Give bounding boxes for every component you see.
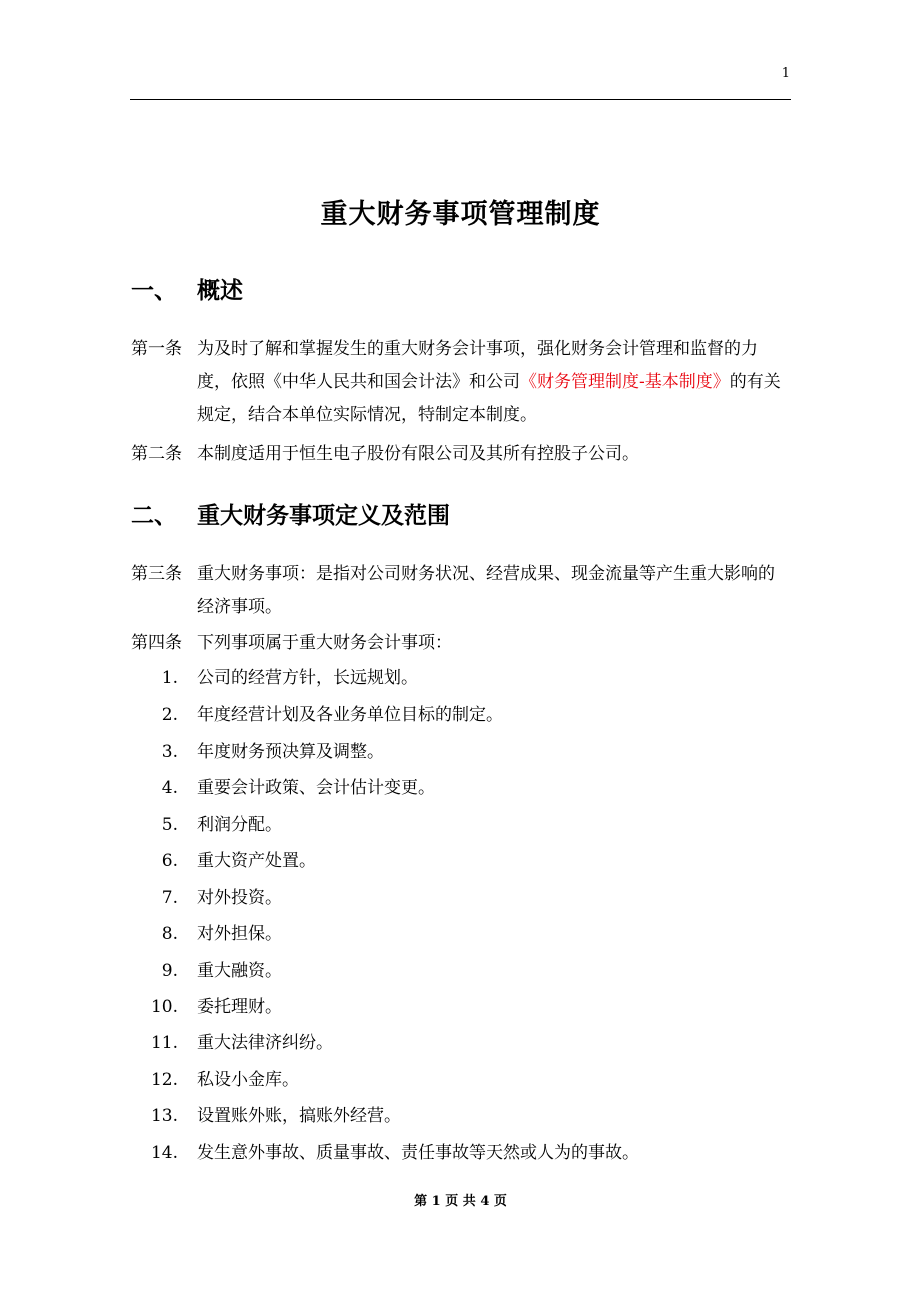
article-label: 第四条	[131, 633, 182, 653]
header-page-number: 1	[781, 66, 790, 81]
footer-page-label: 第	[414, 1194, 428, 1209]
list-item-text: 年度财务预决算及调整。	[197, 742, 384, 762]
policy-reference-link[interactable]: 《财务管理制度-基本制度》	[520, 372, 730, 392]
header-divider	[130, 99, 791, 100]
list-item-number: 14.	[150, 1143, 178, 1163]
list-item-text: 重要会计政策、会计估计变更。	[197, 778, 435, 798]
article-text: 重大财务事项：是指对公司财务状况、经营成果、现金流量等产生重大影响的经济事项。	[197, 564, 775, 617]
list-item-number: 10.	[150, 997, 178, 1017]
article-text	[197, 333, 791, 432]
list-item	[131, 1031, 791, 1055]
page-footer	[130, 1190, 791, 1209]
list-item-text: 发生意外事故、质量事故、责任事故等天然或人为的事故。	[197, 1143, 639, 1163]
list-item-number: 7.	[161, 888, 178, 908]
list-item	[131, 995, 791, 1019]
list-item	[131, 813, 791, 837]
article-text-before: 为及时了解和掌握发生的重大财务会计事项，强化财务会计管理和监督的力度，依照《中华人民共和国会计法》和公司	[197, 339, 758, 392]
list-item-text: 私设小金库。	[197, 1070, 299, 1090]
list-item	[131, 959, 791, 983]
footer-total-pages: 4	[480, 1194, 490, 1209]
footer-total-word: 页	[493, 1194, 507, 1209]
article-1	[131, 333, 791, 432]
article-text-after: 的有关规定，结合本单位实际情况，特制定本制度。	[197, 372, 781, 425]
list-item-text: 年度经营计划及各业务单位目标的制定。	[197, 705, 503, 725]
list-item-text: 重大资产处置。	[197, 851, 316, 871]
list-item	[131, 703, 791, 727]
article-text: 下列事项属于重大财务会计事项：	[197, 633, 452, 653]
article-2	[131, 438, 791, 471]
list-item-text: 委托理财。	[197, 997, 282, 1017]
section-title: 概述	[197, 277, 243, 304]
list-item	[131, 666, 791, 690]
section-number: 一、	[131, 277, 177, 304]
list-item-number: 11.	[150, 1033, 178, 1053]
footer-page-word: 页	[445, 1194, 459, 1209]
list-item-number: 8.	[161, 924, 178, 944]
list-item-number: 4.	[161, 778, 178, 798]
list-item	[131, 740, 791, 764]
list-item-number: 9.	[161, 961, 178, 981]
section-heading-overview	[131, 272, 243, 305]
list-item-text: 对外担保。	[197, 924, 282, 944]
list-item-number: 5.	[161, 815, 178, 835]
list-item-number: 12.	[150, 1070, 178, 1090]
list-item-number: 3.	[161, 742, 178, 762]
section-heading-definition	[131, 497, 450, 530]
list-item	[131, 922, 791, 946]
list-item-text: 利润分配。	[197, 815, 282, 835]
list-item-text: 公司的经营方针，长远规划。	[197, 668, 418, 688]
list-item	[131, 1141, 791, 1165]
list-item-number: 1.	[161, 668, 178, 688]
list-item	[131, 776, 791, 800]
list-item-text: 设置账外账，搞账外经营。	[197, 1106, 401, 1126]
list-item-text: 对外投资。	[197, 888, 282, 908]
article-3	[131, 558, 791, 624]
list-item-text: 重大法律济纠纷。	[197, 1033, 333, 1053]
section-number: 二、	[131, 502, 177, 529]
footer-current-page: 1	[431, 1194, 441, 1209]
article-4	[131, 627, 791, 660]
footer-total-label: 共	[462, 1194, 476, 1209]
list-item	[131, 1068, 791, 1092]
list-item	[131, 849, 791, 873]
section-title: 重大财务事项定义及范围	[197, 502, 450, 529]
list-item	[131, 886, 791, 910]
list-item-number: 13.	[150, 1106, 178, 1126]
document-title: 重大财务事项管理制度	[320, 199, 601, 230]
list-item	[131, 1104, 791, 1128]
article-text: 本制度适用于恒生电子股份有限公司及其所有控股子公司。	[197, 444, 639, 464]
article-label: 第一条	[131, 339, 182, 359]
article-label: 第三条	[131, 564, 182, 584]
list-item-number: 6.	[161, 851, 178, 871]
article-label: 第二条	[131, 444, 182, 464]
list-item-number: 2.	[161, 705, 178, 725]
list-item-text: 重大融资。	[197, 961, 282, 981]
